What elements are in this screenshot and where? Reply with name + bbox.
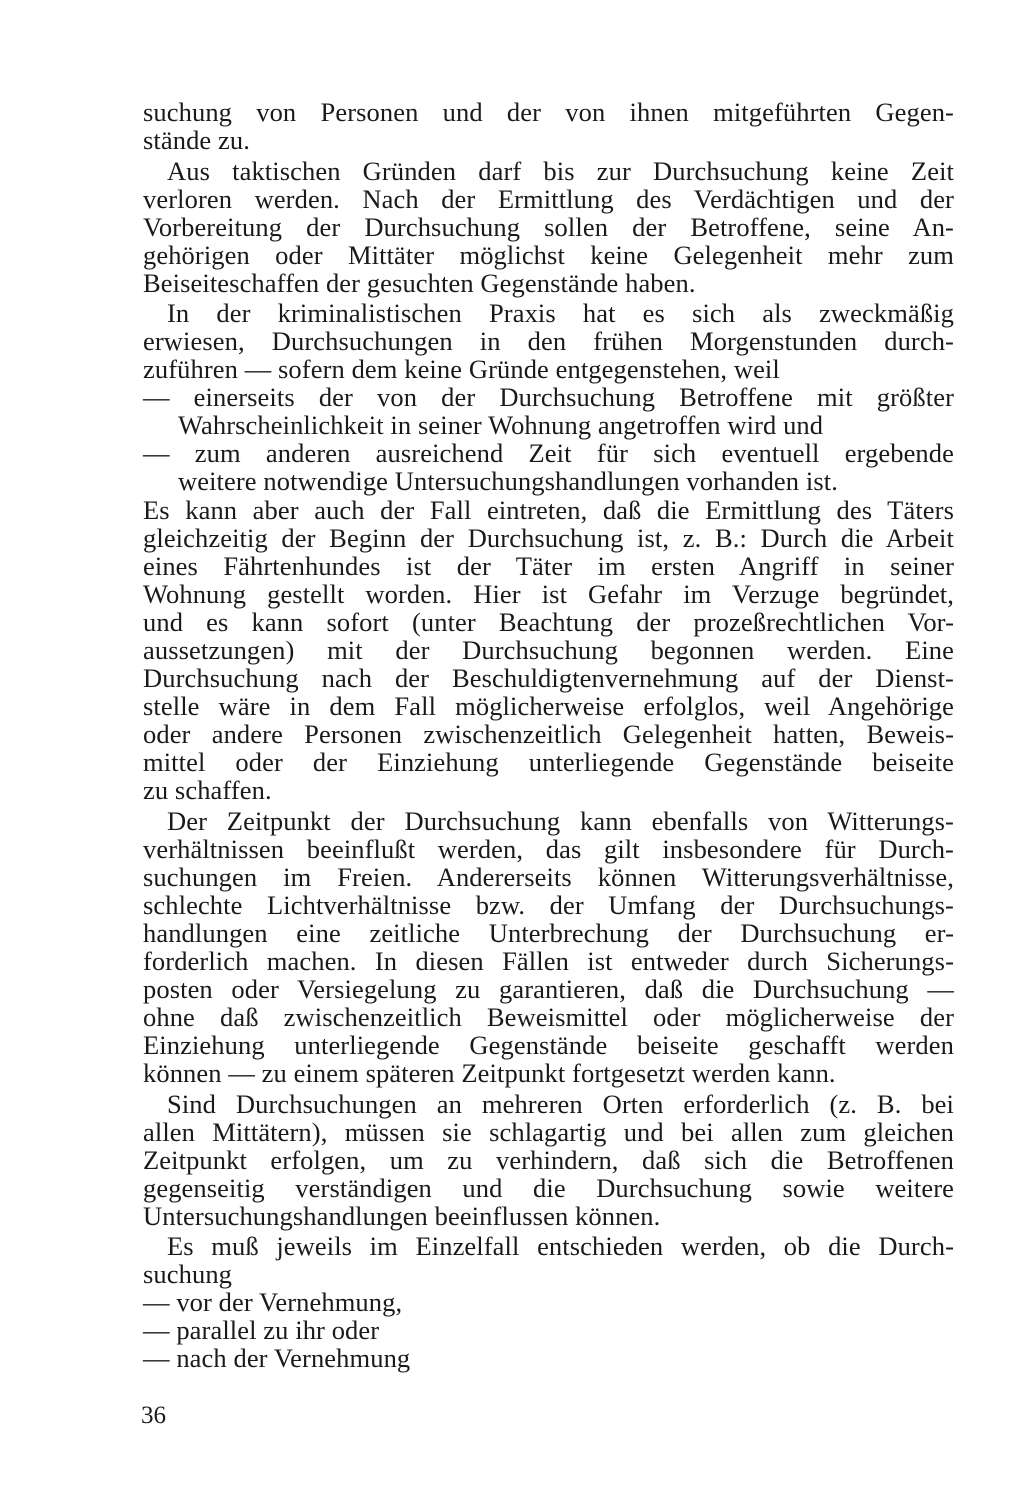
- text-line: Zeitpunkt erfolgen, um zu verhindern, daß sich die Betroffenen: [143, 1145, 954, 1175]
- text-line: gegenseitig verständigen und die Durchsuchung sowie weitere: [143, 1173, 954, 1203]
- text-line: Wahrscheinlichkeit in seiner Wohnung angetroffen wird und: [178, 410, 824, 440]
- text-line: verhältnissen beeinflußt werden, das gilt insbesondere für Durch-: [143, 834, 954, 864]
- text-line: eines Fährtenhundes ist der Täter im ersten Angriff in seiner: [143, 551, 954, 581]
- text-line: stelle wäre in dem Fall möglicherweise erfolglos, weil Angehörige: [143, 691, 954, 721]
- text-line: Untersuchungshandlungen beeinflussen können.: [143, 1201, 661, 1231]
- text-line: suchung von Personen und der von ihnen mitgeführten Gegen-: [143, 97, 954, 127]
- text-line: verloren werden. Nach der Ermittlung des Verdächtigen und der: [143, 184, 954, 214]
- text-line: Wohnung gestellt worden. Hier ist Gefahr im Verzuge begründet,: [143, 579, 954, 609]
- page-number: 36: [141, 1402, 166, 1429]
- text-line: ohne daß zwischenzeitlich Beweismittel oder möglicherweise der: [143, 1002, 954, 1032]
- list-item: — parallel zu ihr oder: [143, 1315, 380, 1345]
- text-line: Durchsuchung nach der Beschuldigtenvernehmung auf der Dienst-: [143, 663, 954, 693]
- text-line: Der Zeitpunkt der Durchsuchung kann ebenfalls von Witterungs-: [167, 806, 954, 836]
- text-line: Aus taktischen Gründen darf bis zur Durchsuchung keine Zeit: [167, 156, 954, 186]
- text-line: und es kann sofort (unter Beachtung der prozeßrechtlichen Vor-: [143, 607, 954, 637]
- text-line: aussetzungen) mit der Durchsuchung begonnen werden. Eine: [143, 635, 954, 665]
- text-line: allen Mittätern), müssen sie schlagartig und bei allen zum gleichen: [143, 1117, 954, 1147]
- text-line: posten oder Versiegelung zu garantieren, daß die Durchsuchung —: [143, 974, 954, 1004]
- text-line: oder andere Personen zwischenzeitlich Gelegenheit hatten, Beweis-: [143, 719, 954, 749]
- text-line: suchung: [143, 1259, 233, 1289]
- text-line: können — zu einem späteren Zeitpunkt fortgesetzt werden kann.: [143, 1058, 836, 1088]
- text-line: Einziehung unterliegende Gegenstände beiseite geschafft werden: [143, 1030, 954, 1060]
- text-line: gehörigen oder Mittäter möglichst keine Gelegenheit mehr zum: [143, 240, 954, 270]
- text-line: gleichzeitig der Beginn der Durchsuchung ist, z. B.: Durch die Arbeit: [143, 523, 954, 553]
- text-line: forderlich machen. In diesen Fällen ist entweder durch Sicherungs-: [143, 946, 954, 976]
- text-line: zuführen — sofern dem keine Gründe entgegenstehen, weil: [143, 354, 780, 384]
- text-line: schlechte Lichtverhältnisse bzw. der Umfang der Durchsuchungs-: [143, 890, 954, 920]
- text-line: handlungen eine zeitliche Unterbrechung der Durchsuchung er-: [143, 918, 954, 948]
- text-line: suchungen im Freien. Andererseits können Witterungsverhältnisse,: [143, 862, 954, 892]
- text-line: mittel oder der Einziehung unterliegende Gegenstände beiseite: [143, 747, 954, 777]
- text-line: Es muß jeweils im Einzelfall entschieden werden, ob die Durch-: [167, 1231, 954, 1261]
- text-line: zu schaffen.: [143, 775, 272, 805]
- list-item: — nach der Vernehmung: [143, 1343, 411, 1373]
- text-line: Beiseiteschaffen der gesuchten Gegenstände haben.: [143, 268, 696, 298]
- text-line: stände zu.: [143, 125, 250, 155]
- text-line: Vorbereitung der Durchsuchung sollen der Betroffene, seine An-: [143, 212, 954, 242]
- list-item: — vor der Vernehmung,: [143, 1287, 403, 1317]
- list-item: — zum anderen ausreichend Zeit für sich eventuell ergebende: [143, 438, 954, 468]
- text-line: In der kriminalistischen Praxis hat es sich als zweckmäßig: [167, 298, 954, 328]
- list-item: — einerseits der von der Durchsuchung Betroffene mit größter: [143, 382, 954, 412]
- text-line: weitere notwendige Untersuchungshandlungen vorhanden ist.: [178, 466, 838, 496]
- text-line: Es kann aber auch der Fall eintreten, daß die Ermittlung des Täters: [143, 495, 954, 525]
- text-line: erwiesen, Durchsuchungen in den frühen Morgenstunden durch-: [143, 326, 954, 356]
- text-line: Sind Durchsuchungen an mehreren Orten erforderlich (z. B. bei: [167, 1089, 954, 1119]
